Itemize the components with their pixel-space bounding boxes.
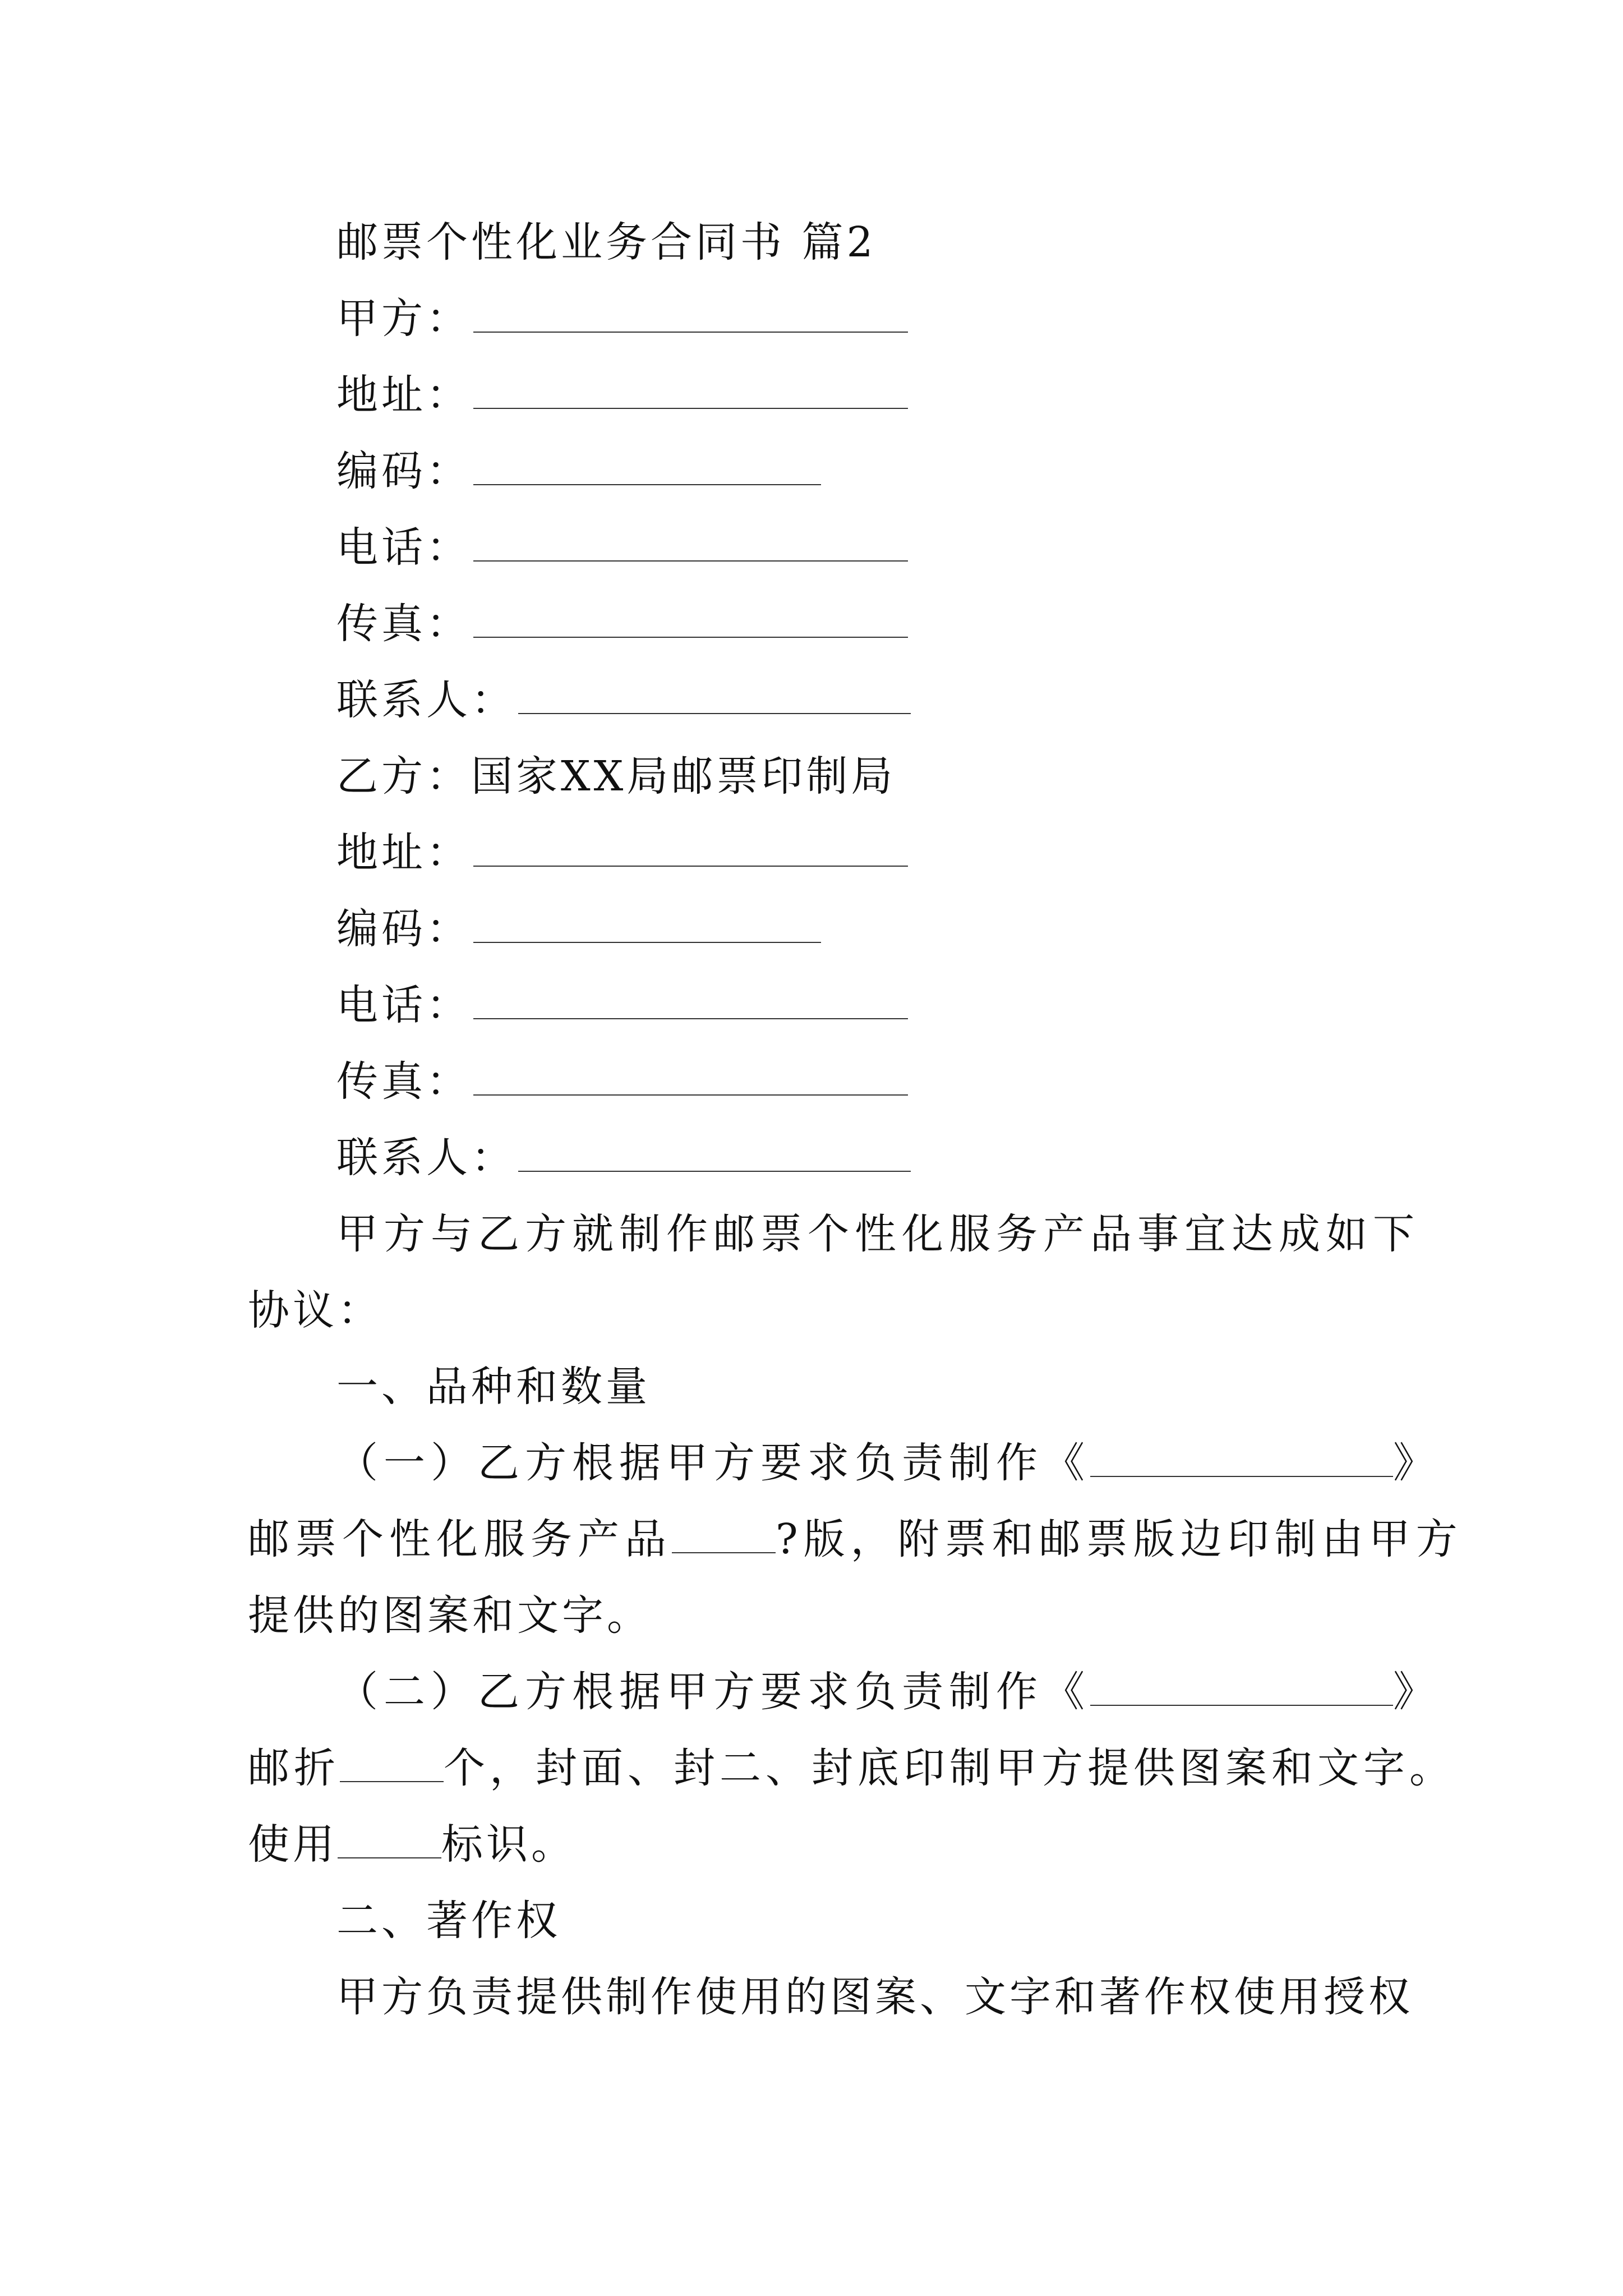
- party-b-phone-label: 电话：: [336, 981, 471, 1029]
- party-b-contact-blank[interactable]: [518, 1136, 911, 1172]
- party-b-phone-row: [336, 977, 908, 1033]
- clause-2-mark-blank[interactable]: [338, 1823, 441, 1858]
- party-b-address-label: 地址：: [336, 829, 471, 877]
- clause-1-line-2-suffix: ?版，附票和邮票版边印制由甲方: [776, 1515, 1463, 1563]
- party-a-label: 甲方：: [336, 295, 471, 343]
- clause-1-prefix: （一）乙方根据甲方要求负责制作《: [336, 1439, 1090, 1487]
- clause-2-line-2: [248, 1740, 1455, 1796]
- party-a-phone-blank[interactable]: [473, 526, 908, 562]
- clause-1-line-2-prefix: 邮票个性化服务产品: [248, 1515, 672, 1563]
- clause-2-suffix: 》: [1393, 1668, 1440, 1716]
- party-a-contact-row: [336, 672, 911, 728]
- clause-2-line-2-suffix: 个，封面、封二、封底印制甲方提供图案和文字。: [444, 1744, 1455, 1792]
- party-a-contact-blank[interactable]: [518, 678, 911, 714]
- party-b-label: 乙方：国家XX局邮票印制局: [336, 752, 896, 800]
- party-b-contact-row: [336, 1130, 911, 1186]
- clause-1-line-2: [248, 1511, 1463, 1567]
- clause-1-suffix: 》: [1393, 1439, 1440, 1487]
- party-b-contact-label: 联系人：: [336, 1134, 516, 1182]
- clause-2-title-blank[interactable]: [1090, 1670, 1393, 1706]
- party-b-fax-blank[interactable]: [473, 1060, 908, 1096]
- party-a-postcode-row: [336, 443, 821, 499]
- party-a-fax-blank[interactable]: [473, 602, 908, 638]
- party-a-row: [336, 291, 908, 347]
- party-b-postcode-label: 编码：: [336, 905, 471, 953]
- intro-line-2: 协议：: [248, 1286, 382, 1335]
- clause-1-title-blank[interactable]: [1090, 1441, 1393, 1477]
- party-a-fax-row: [336, 596, 908, 652]
- party-a-address-row: [336, 367, 908, 423]
- party-b-address-row: [336, 825, 908, 881]
- party-a-phone-row: [336, 519, 908, 576]
- party-a-address-label: 地址：: [336, 371, 471, 419]
- clause-2-quantity-blank[interactable]: [340, 1746, 444, 1782]
- clause-2-line-3: [248, 1816, 576, 1872]
- clause-2-line-3-suffix: 标识。: [441, 1820, 576, 1869]
- party-b-postcode-row: [336, 901, 821, 957]
- party-a-contact-label: 联系人：: [336, 676, 516, 724]
- section-2-title: 二、著作权: [336, 1897, 561, 1945]
- intro-line-1: 甲方与乙方就制作邮票个性化服务产品事宜达成如下: [336, 1210, 1420, 1258]
- party-b-address-blank[interactable]: [473, 831, 908, 867]
- clause-2-line-3-prefix: 使用: [248, 1820, 338, 1869]
- clause-1-line-3: 提供的图案和文字。: [248, 1591, 652, 1640]
- party-a-postcode-blank[interactable]: [473, 449, 821, 485]
- clause-1-line-1: [336, 1435, 1440, 1491]
- party-b-postcode-blank[interactable]: [473, 907, 821, 943]
- document-title: 邮票个性化业务合同书 篇2: [336, 218, 877, 266]
- clause-1-quantity-blank[interactable]: [672, 1517, 776, 1553]
- party-b-fax-row: [336, 1053, 908, 1110]
- clause-2-line-1: [336, 1664, 1440, 1720]
- party-b-fax-label: 传真：: [336, 1057, 471, 1106]
- party-a-postcode-label: 编码：: [336, 447, 471, 495]
- party-a-fax-label: 传真：: [336, 600, 471, 648]
- clause-2-line-2-prefix: 邮折: [248, 1744, 340, 1792]
- section-1-title: 一、品种和数量: [336, 1363, 651, 1411]
- party-b-phone-blank[interactable]: [473, 983, 908, 1019]
- party-a-blank[interactable]: [473, 297, 908, 333]
- party-a-address-blank[interactable]: [473, 373, 908, 409]
- section-2-line-1: 甲方负责提供制作使用的图案、文字和著作权使用授权: [336, 1973, 1413, 2021]
- clause-2-prefix: （二）乙方根据甲方要求负责制作《: [336, 1668, 1090, 1716]
- party-a-phone-label: 电话：: [336, 523, 471, 572]
